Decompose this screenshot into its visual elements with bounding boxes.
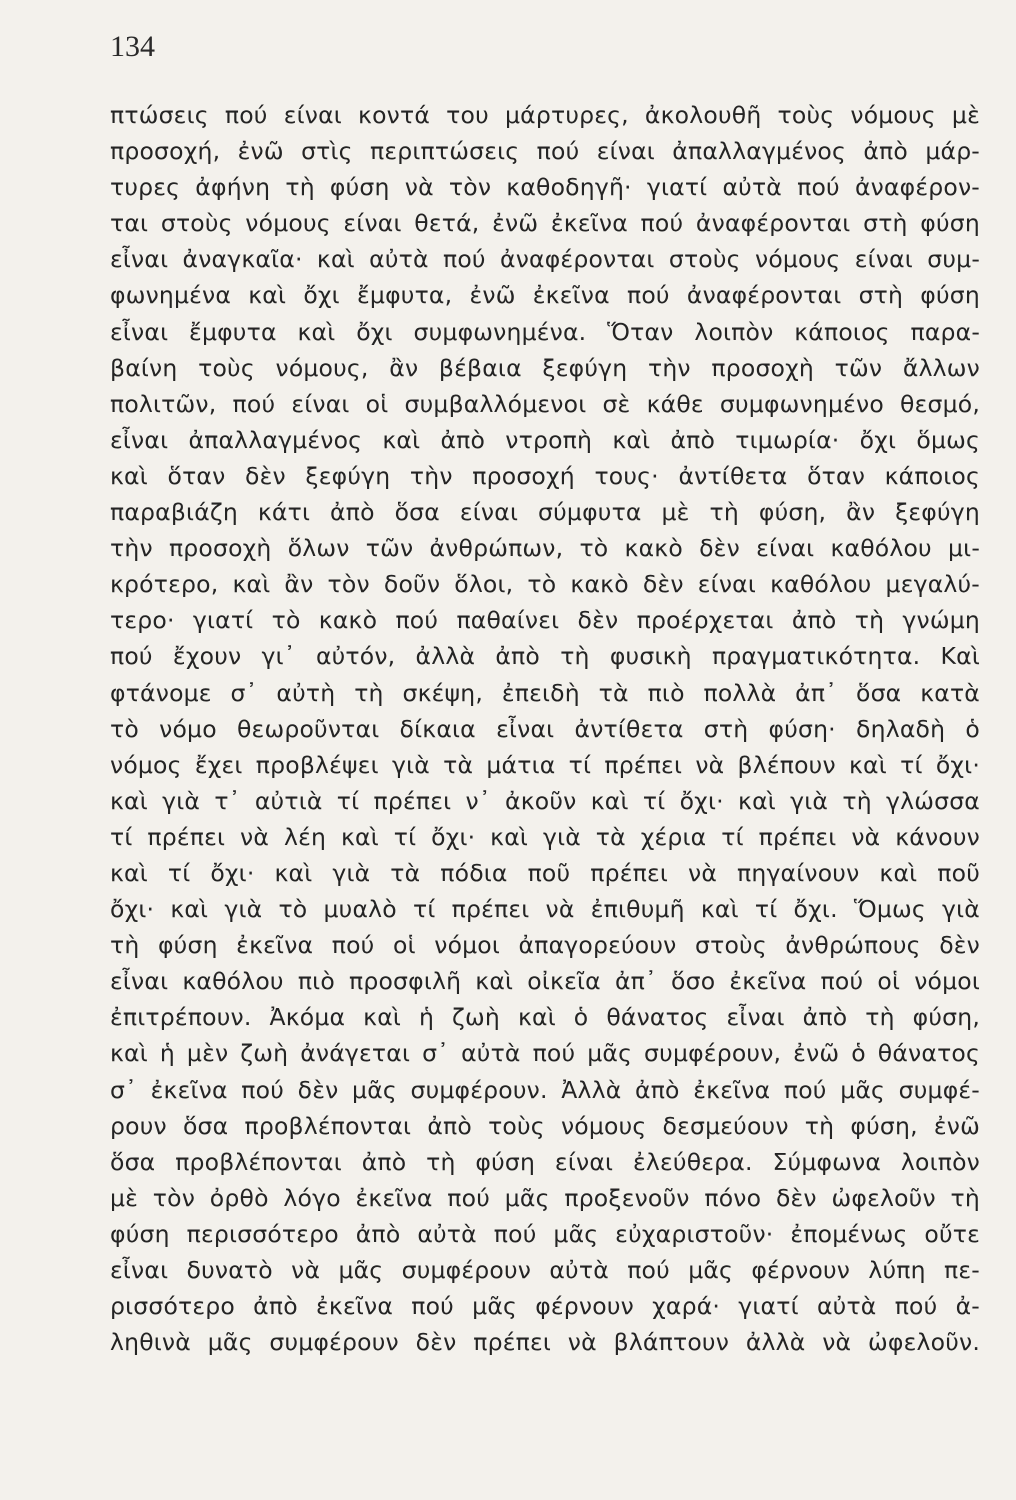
text-line: φωνημένα καὶ ὄχι ἔμφυτα, ἐνῶ ἐκεῖνα πού ἀναφέρονται στὴ φύση — [110, 281, 980, 310]
text-line: εἶναι καθόλου πιὸ προσφιλῆ καὶ οἰκεῖα ἀπ᾽ ὅσο ἐκεῖνα πού οἱ νόμοι — [110, 967, 980, 996]
text-line: εἶναι δυνατὸ νὰ μᾶς συμφέρουν αὐτὰ πού μᾶς φέρνουν λύπη πε- — [110, 1256, 980, 1284]
text-line: τί πρέπει νὰ λέη καὶ τί ὄχι· καὶ γιὰ τὰ χέρια τί πρέπει νὰ κάνουν — [110, 822, 980, 851]
text-line: καὶ τί ὄχι· καὶ γιὰ τὰ πόδια ποῦ πρέπει νὰ πηγαίνουν καὶ ποῦ — [110, 858, 980, 887]
text-line: καὶ ἡ μὲν ζωὴ ἀνάγεται σ᾽ αὐτὰ πού μᾶς συμφέρουν, ἐνῶ ὁ θάνατος — [110, 1039, 980, 1068]
text-line: ται στοὺς νόμους είναι θετά, ἐνῶ ἐκεῖνα πού ἀναφέρονται στὴ φύση — [110, 209, 980, 238]
text-line: πού ἔχουν γι᾽ αὐτόν, ἀλλὰ ἀπὸ τὴ φυσικὴ πραγματικότητα. Καὶ — [110, 642, 980, 671]
body-text — [110, 97, 980, 1360]
text-line: φύση περισσότερο ἀπὸ αὐτὰ πού μᾶς εὐχαριστοῦν· ἐπομένως οὔτε — [110, 1219, 980, 1248]
text-line: τὸ νόμο θεωροῦνται δίκαια εἶναι ἀντίθετα στὴ φύση· δηλαδὴ ὁ — [110, 714, 980, 743]
text-line: παραβιάζη κάτι ἀπὸ ὅσα είναι σύμφυτα μὲ τὴ φύση, ἂν ξεφύγη — [110, 498, 980, 527]
text-line: τὴ φύση ἐκεῖνα πού οἱ νόμοι ἀπαγορεύουν στοὺς ἀνθρώπους δὲν — [110, 931, 980, 960]
page-number: 134 — [110, 30, 155, 63]
text-line: τερο· γιατί τὸ κακὸ πού παθαίνει δὲν προέρχεται ἀπὸ τὴ γνώμη — [110, 606, 980, 635]
text-line: εἶναι ἀπαλλαγμένος καὶ ἀπὸ ντροπὴ καὶ ἀπὸ τιμωρία· ὄχι ὅμως — [110, 425, 980, 454]
text-line: καὶ γιὰ τ᾽ αὐτιὰ τί πρέπει ν᾽ ἀκοῦν καὶ τί ὄχι· καὶ γιὰ τὴ γλώσσα — [110, 786, 980, 815]
text-line: κρότερο, καὶ ἂν τὸν δοῦν ὅλοι, τὸ κακὸ δὲν είναι καθόλου μεγαλύ- — [110, 570, 980, 599]
text-line: νόμος ἔχει προβλέψει γιὰ τὰ μάτια τί πρέπει νὰ βλέπουν καὶ τί ὄχι· — [110, 750, 980, 779]
text-line: προσοχή, ἐνῶ στὶς περιπτώσεις πού είναι ἀπαλλαγμένος ἀπὸ μάρ- — [110, 137, 980, 166]
text-line: ρισσότερο ἀπὸ ἐκεῖνα πού μᾶς φέρνουν χαρά· γιατί αὐτὰ πού ἀ- — [110, 1292, 980, 1321]
text-line: τὴν προσοχὴ ὅλων τῶν ἀνθρώπων, τὸ κακὸ δὲν είναι καθόλου μι- — [110, 534, 980, 563]
text-line: καὶ ὅταν δὲν ξεφύγη τὴν προσοχή τους· ἀντίθετα ὅταν κάποιος — [110, 461, 980, 490]
text-line: εἶναι ἀναγκαῖα· καὶ αὐτὰ πού ἀναφέρονται στοὺς νόμους είναι συμ- — [110, 245, 980, 274]
text-line: σ᾽ ἐκεῖνα πού δὲν μᾶς συμφέρουν. Ἀλλὰ ἀπὸ ἐκεῖνα πού μᾶς συμφέ- — [110, 1075, 980, 1104]
text-line: ἐπιτρέπουν. Ἀκόμα καὶ ἡ ζωὴ καὶ ὁ θάνατος εἶναι ἀπὸ τὴ φύση, — [110, 1003, 980, 1032]
text-line: μὲ τὸν ὀρθὸ λόγο ἐκεῖνα πού μᾶς προξενοῦν πόνο δὲν ὠφελοῦν τὴ — [110, 1183, 980, 1212]
text-line: πολιτῶν, πού είναι οἱ συμβαλλόμενοι σὲ κάθε συμφωνημένο θεσμό, — [110, 389, 980, 418]
text-line: εἶναι ἔμφυτα καὶ ὄχι συμφωνημένα. Ὅταν λοιπὸν κάποιος παρα- — [110, 317, 980, 346]
text-line: ὅσα προβλέπονται ἀπὸ τὴ φύση είναι ἐλεύθερα. Σύμφωνα λοιπὸν — [110, 1147, 980, 1176]
text-line: πτώσεις πού είναι κοντά του μάρτυρες, ἀκολουθῆ τοὺς νόμους μὲ — [110, 101, 980, 129]
text-line: ληθινὰ μᾶς συμφέρουν δὲν πρέπει νὰ βλάπτουν ἀλλὰ νὰ ὠφελοῦν. — [110, 1328, 980, 1357]
text-line: ὄχι· καὶ γιὰ τὸ μυαλὸ τί πρέπει νὰ ἐπιθυμῆ καὶ τί ὄχι. Ὅμως γιὰ — [110, 895, 980, 924]
text-line: ρουν ὅσα προβλέπονται ἀπὸ τοὺς νόμους δεσμεύουν τὴ φύση, ἐνῶ — [110, 1111, 980, 1140]
text-line: φτάνομε σ᾽ αὐτὴ τὴ σκέψη, ἐπειδὴ τὰ πιὸ πολλὰ ἀπ᾽ ὅσα κατὰ — [110, 678, 980, 707]
text-line: βαίνη τοὺς νόμους, ἂν βέβαια ξεφύγη τὴν προσοχὴ τῶν ἄλλων — [110, 353, 980, 382]
text-line: τυρες ἀφήνη τὴ φύση νὰ τὸν καθοδηγῆ· γιατί αὐτὰ πού ἀναφέρον- — [110, 173, 980, 202]
